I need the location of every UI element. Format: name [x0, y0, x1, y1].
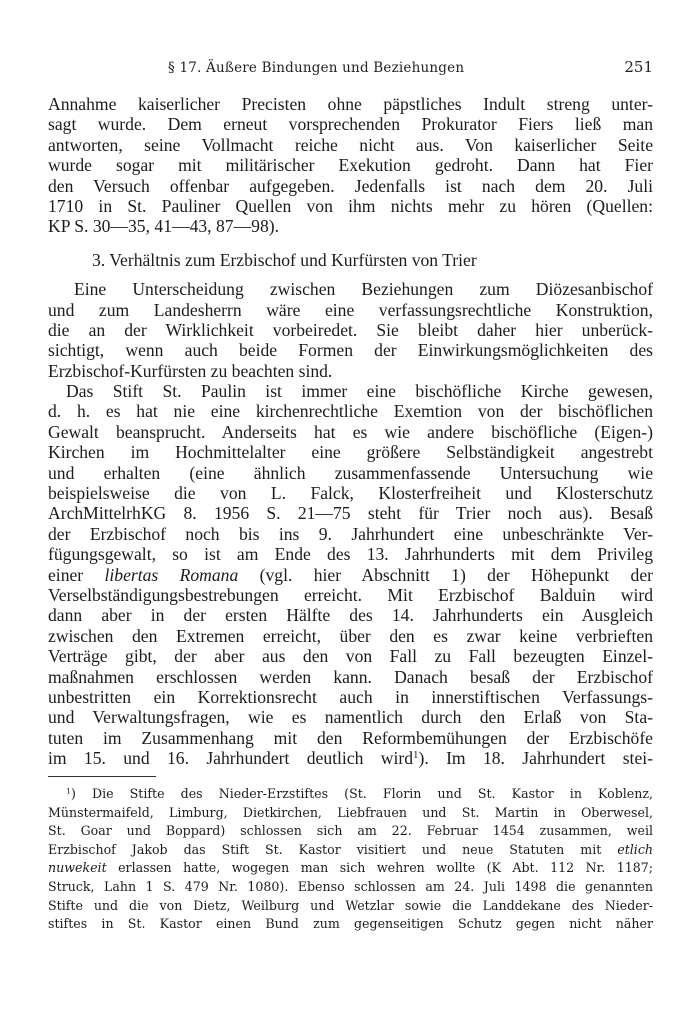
text-line: der Erzbischof noch bis ins 9. Jahrhundert eine unbeschränkte Ver-: [48, 523, 653, 544]
text-line: zwischen den Extremen erreicht, über den es zwar keine verbrieften: [48, 625, 653, 646]
text-line: antworten, seine Vollmacht reiche nicht aus. Von kaiserlicher Seite: [48, 134, 653, 155]
footnote-divider: [48, 776, 156, 777]
text-line: tuten im Zusammenhang mit den Reformbemühungen der Erzbischöfe: [48, 727, 653, 748]
text-line: [48, 841, 653, 860]
text-line: maßnahmen erschlossen werden kann. Danach besaß der Erzbischof: [48, 666, 653, 687]
text-line: Kirchen im Hochmittelalter eine größere Selbständigkeit angestrebt: [48, 442, 653, 463]
text-line: St. Goar und Boppard) schlossen sich am 22. Februar 1454 zusammen, weil: [48, 823, 653, 839]
text-line: Annahme kaiserlicher Precisten ohne päpstliches Indult streng unter-: [48, 94, 653, 114]
text-line: d. h. es hat nie eine kirchenrechtliche Exemtion von der bischöflichen: [48, 401, 653, 422]
section-heading: 3. Verhältnis zum Erzbischof und Kurfürsten von Trier: [92, 249, 477, 270]
text-line: und erhalten (eine ähnlich zusammenfassende Untersuchung wie: [48, 462, 653, 483]
italic-phrase: libertas Romana: [104, 564, 239, 585]
text-line: [48, 859, 653, 878]
main-text: [48, 94, 653, 769]
text-line: [48, 565, 653, 585]
text-fragment: (vgl. hier Abschnitt 1) der Höhepunkt der: [238, 564, 653, 585]
text-fragment: einer: [48, 564, 105, 585]
text-line: die an der Wirklichkeit vorbeiredet. Sie bleibt daher hier unberück-: [48, 319, 653, 340]
text-line: unbestritten ein Korrektionsrecht auch in innerstiftischen Verfassungs-: [48, 686, 653, 707]
footnote: [48, 785, 653, 934]
text-line: sagt wurde. Dem erneut vorsprechenden Prokurator Fiers ließ man: [48, 114, 653, 135]
text-line: Münstermaifeld, Limburg, Dietkirchen, Liebfrauen und St. Martin in Oberwesel,: [48, 804, 653, 820]
text-fragment: ). Im 18. Jahrhundert stei-: [418, 748, 653, 769]
italic-phrase: nuwekeit: [48, 860, 107, 876]
text-fragment: erlassen hatte, wogegen man sich wehren wollte (K Abt. 112 Nr. 1187;: [106, 860, 653, 876]
italic-phrase: etlich: [617, 841, 653, 857]
text-line: dann aber in der ersten Hälfte des 14. Jahrhunderts ein Ausgleich: [48, 605, 653, 626]
text-line: und Verwaltungsfragen, wie es namentlich durch den Erlaß von Sta-: [48, 707, 653, 728]
text-line: [48, 785, 653, 804]
text-fragment: im 15. und 16. Jahrhundert deutlich wird: [48, 748, 414, 769]
page-number: 251: [624, 58, 653, 76]
text-line: den Versuch offenbar aufgegeben. Jedenfalls ist nach dem 20. Juli: [48, 175, 653, 196]
text-line: Das Stift St. Paulin ist immer eine bischöfliche Kirche gewesen,: [66, 381, 653, 402]
text-line: stiftes in St. Kastor einen Bund zum gegenseitigen Schutz gegen nicht näher: [48, 916, 653, 932]
text-line: Erzbischof-Kurfürsten zu beachten sind.: [48, 360, 333, 381]
footnote-marker: 1: [66, 786, 71, 796]
text-line: Gewalt beansprucht. Anderseits hat es wie andere bischöfliche (Eigen-): [48, 421, 653, 442]
text-line: und zum Landesherrn wäre eine verfassungsrechtliche Konstruktion,: [48, 299, 653, 320]
text-line: beispielsweise die von L. Falck, Klosterfreiheit und Klosterschutz: [48, 483, 653, 504]
text-line: [48, 748, 653, 768]
running-header: [48, 58, 653, 80]
text-line: Struck, Lahn 1 S. 479 Nr. 1080). Ebenso schlossen am 24. Juli 1498 die genannten: [48, 878, 653, 894]
text-line: 1710 in St. Pauliner Quellen von ihm nichts mehr zu hören (Quellen:: [48, 195, 653, 216]
text-line: wurde sogar mit militärischer Exekution gedroht. Dann hat Fier: [48, 155, 653, 176]
text-fragment: ) Die Stifte des Nieder-Erzstiftes (St. Florin und St. Kastor in Koblenz,: [70, 786, 653, 801]
text-line: sichtigt, wenn auch beide Formen der Einwirkungsmöglichkeiten des: [48, 340, 653, 361]
running-title: § 17. Äußere Bindungen und Beziehungen: [168, 60, 465, 76]
text-line: Eine Unterscheidung zwischen Beziehungen zum Diözesanbischof: [74, 279, 653, 300]
text-line: Verselbständigungsbestrebungen erreicht. Mit Erzbischof Balduin wird: [48, 584, 653, 605]
footnote-reference[interactable]: 1: [413, 749, 419, 762]
text-line: ArchMittelrhKG 8. 1956 S. 21—75 steht für Trier noch aus). Besaß: [48, 503, 653, 524]
text-line: fügungsgewalt, so ist am Ende des 13. Jahrhunderts mit dem Privileg: [48, 544, 653, 565]
text-fragment: Erzbischof Jakob das Stift St. Kastor visitiert und neue Statuten mit: [48, 841, 618, 857]
text-line: KP S. 30—35, 41—43, 87—98).: [48, 216, 280, 237]
text-line: Stifte und die von Dietz, Weilburg und Wetzlar sowie die Landdekane des Nieder-: [48, 897, 653, 913]
text-line: Verträge gibt, der aber aus den von Fall zu Fall bezeugten Einzel-: [48, 646, 653, 667]
